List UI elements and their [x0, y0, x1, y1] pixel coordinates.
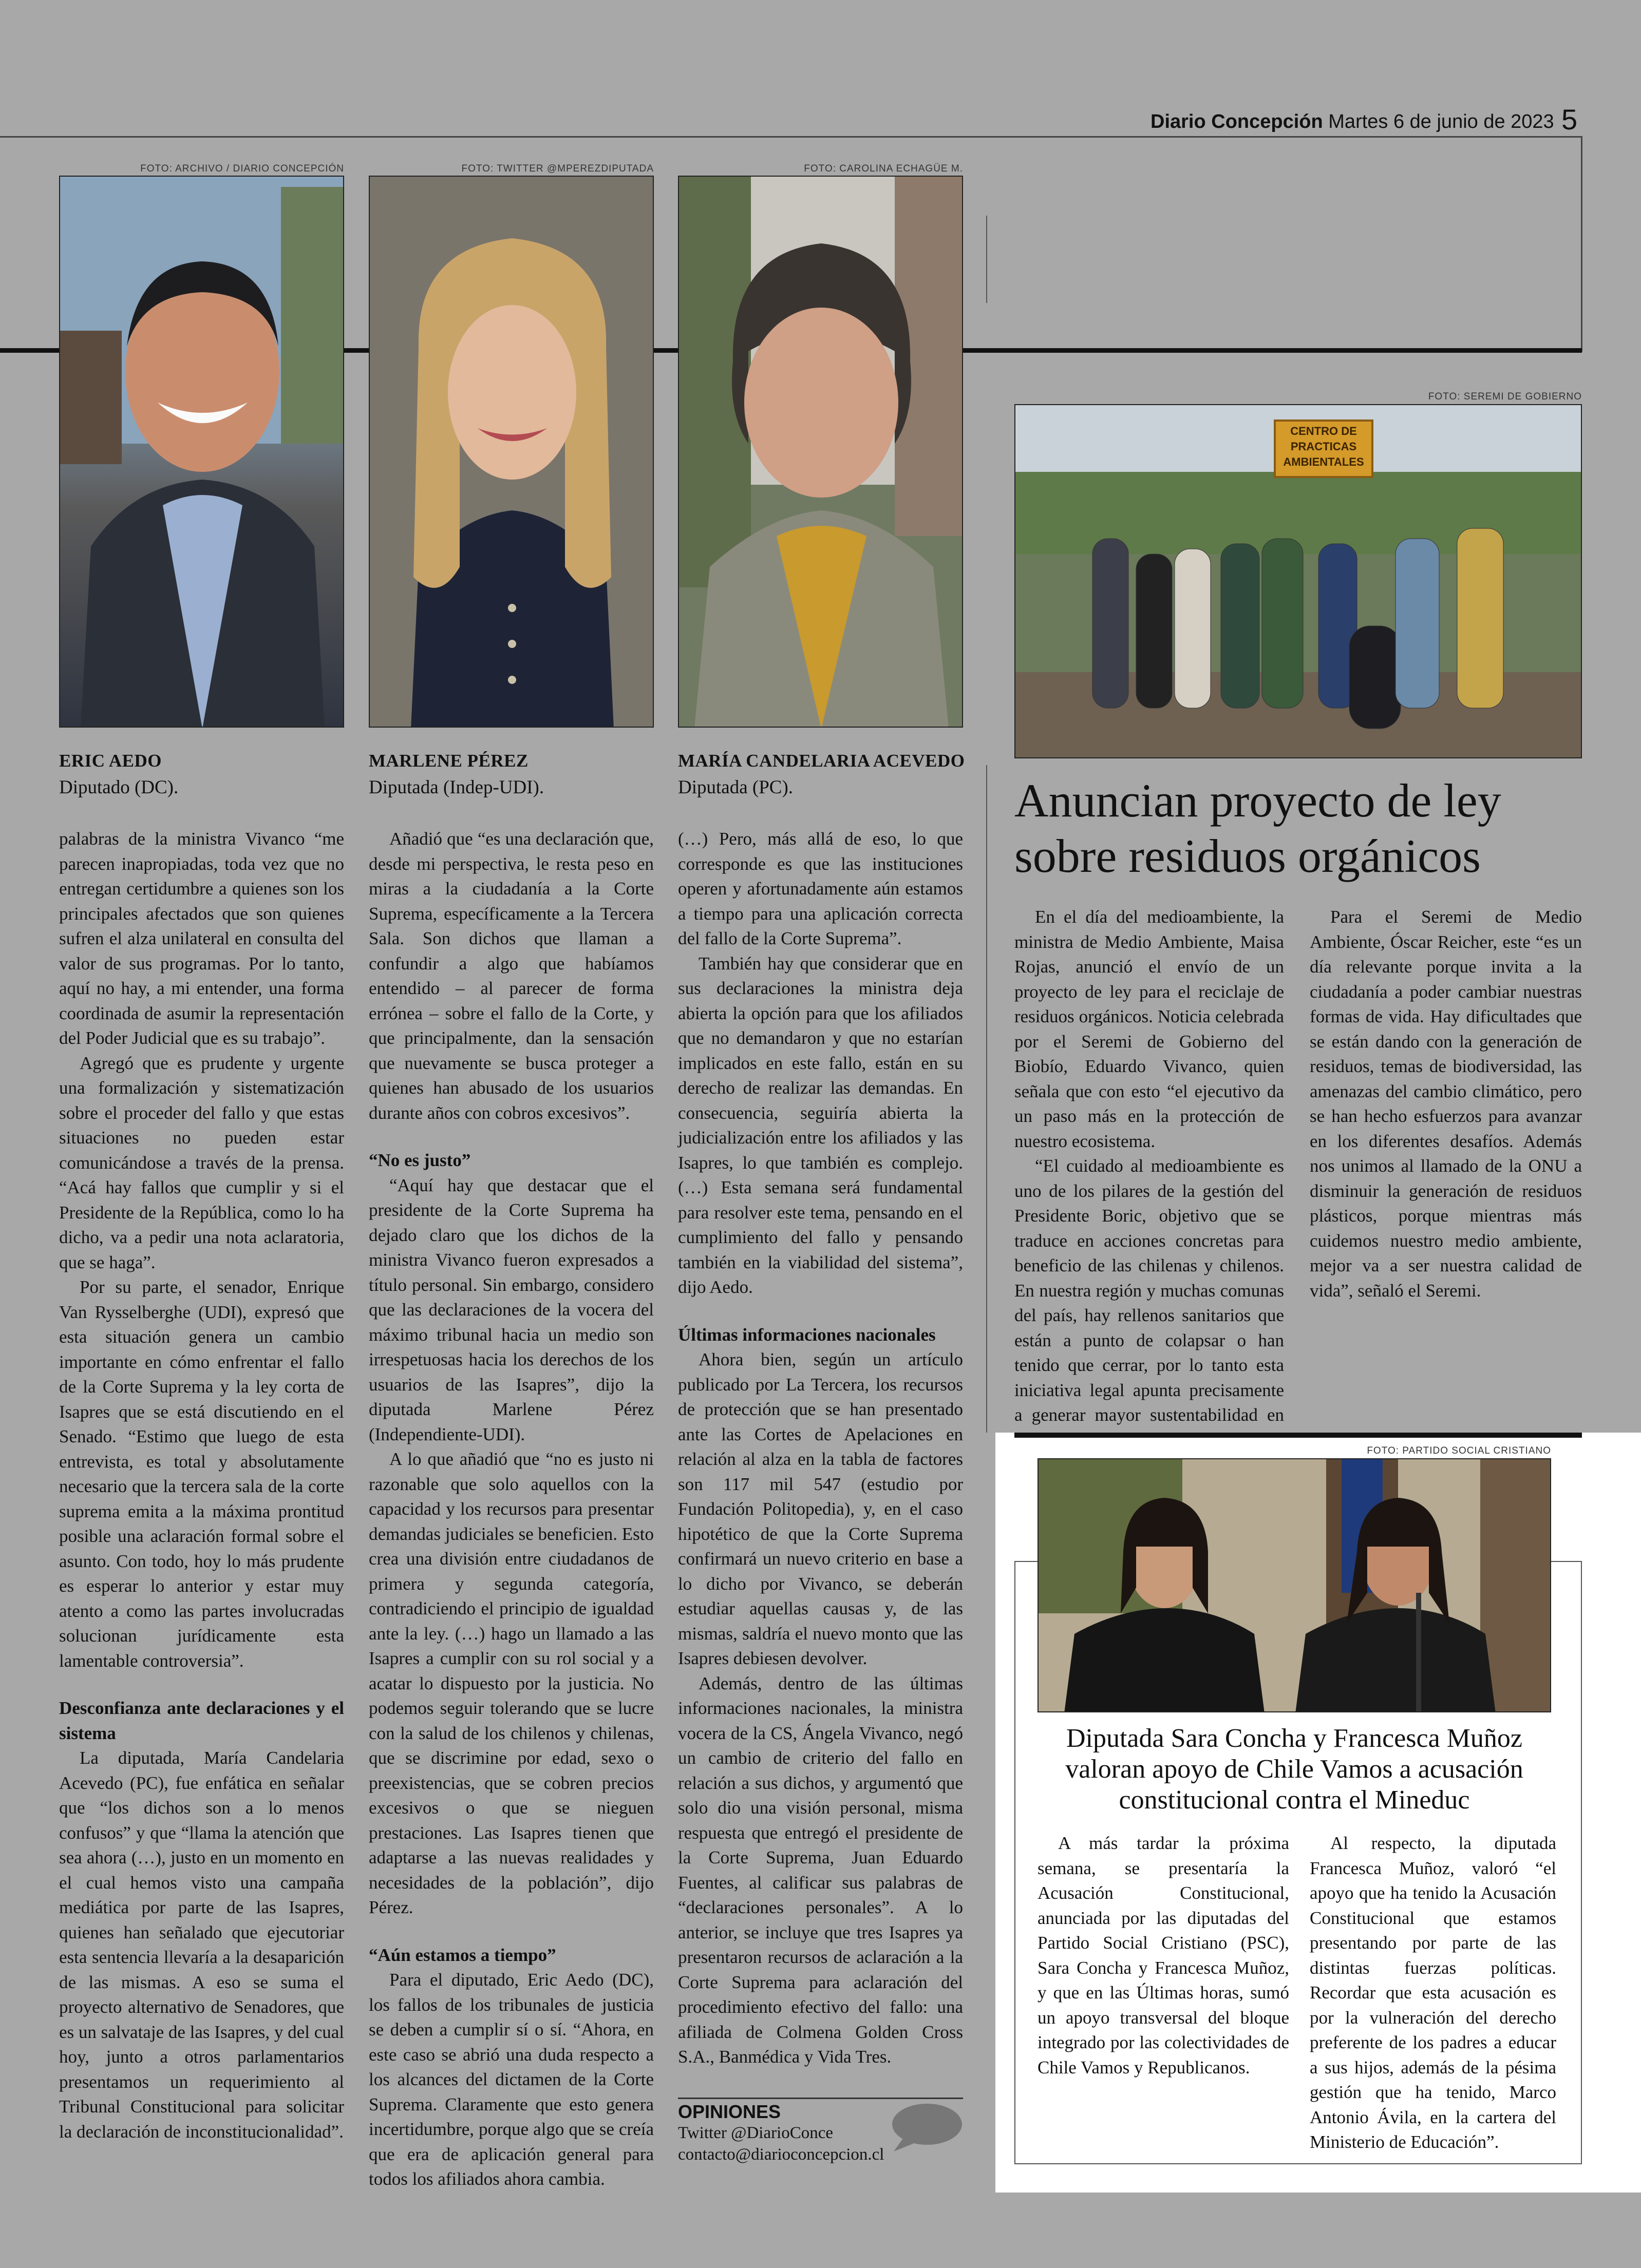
- profile-role-perez: Diputada (Indep-UDI).: [369, 777, 544, 798]
- article2-column-2: [1310, 905, 1582, 1303]
- person-silhouette-icon: [60, 177, 344, 728]
- subheading: “No es justo”: [369, 1150, 471, 1170]
- sign-line: AMBIENTALES: [1283, 455, 1364, 468]
- profile-name-perez: MARLENE PÉREZ: [369, 751, 529, 771]
- sign-line: CENTRO DE: [1290, 425, 1357, 437]
- photo-credit-acevedo: FOTO: CAROLINA ECHAGÜE M.: [804, 163, 963, 174]
- header-rule: [0, 136, 1582, 138]
- opiniones-twitter: Twitter @DiarioConce: [678, 2124, 834, 2142]
- article3-column-2: [1310, 1831, 1556, 2155]
- paragraph: palabras de la ministra Vivanco “me parecen inapropiadas, toda vez que no entregan certidumbre a quienes son los principales afectados que son quienes sufren el alza unilateral en consulta del valor de sus programas. Por lo tanto, aquí no hay, a mi entender, una forma coordinada de asumir la representación del Poder Judicial que es su trabajo”.: [59, 829, 344, 1048]
- headline-acusacion: Diputada Sara Concha y Francesca Muñoz valoran apoyo de Chile Vamos a acusación constitucional contra el Mineduc: [1065, 1724, 1523, 1815]
- article-column-2: [369, 827, 654, 2192]
- subheading: Desconfianza ante declaraciones y el sistema: [59, 1698, 344, 1743]
- photo-credit-psc: FOTO: PARTIDO SOCIAL CRISTIANO: [1367, 1445, 1551, 1456]
- press-conference-photo: [1038, 1458, 1551, 1712]
- brand-name: Diario Concepción: [1150, 111, 1323, 132]
- portrait-eric-aedo: [59, 176, 344, 728]
- sign-line: PRACTICAS: [1290, 440, 1357, 453]
- subheading: “Aún estamos a tiempo”: [369, 1945, 556, 1965]
- article-column-3: [678, 827, 963, 2070]
- article2-column-1: [1014, 905, 1284, 1453]
- press-photo-illustration: [1039, 1459, 1551, 1712]
- paragraph: Por su parte, el senador, Enrique Van Rysselberghe (UDI), expresó que esta situación genera un cambio importante en cómo enfrentar el fallo de la Corte Suprema y la ley corta de Isapres que se está discutiendo en el Senado. “Estimo que luego de esta entrevista, es total y absolutamente necesario que la tercera sala de la corte suprema emita a la máxima prontitud posible una aclaración formal sobre el asunto. Con todo, hoy lo más prudente es esperar lo anterior y estar muy atento a como las partes involucradas solucionan jurídicamente esta lamentable controversia”.: [59, 1277, 344, 1671]
- issue-date: Martes 6 de junio de 2023: [1328, 111, 1554, 132]
- profile-role-acevedo: Diputada (PC).: [678, 777, 794, 798]
- paragraph: “El cuidado al medioambiente es uno de los pilares de la gestión del Presidente Boric, objetivo que se traduce en acciones concretas para beneficio de las chilenas y chilenos. En nuestra región y muchas comunas del país, hay rellenos sanitarios que están a punto de colapsar o han tenido que cerrar, por lo tanto esta iniciativa legal apunta precisamente a generar mayor sustentabilidad en: [1014, 1156, 1284, 1425]
- paragraph: A lo que añadió que “no es justo ni razonable que solo aquellos con la capacidad y los recursos para presentar demandas judiciales se beneficien. Esto crea una división entre ciudadanos de primera y segunda categoría, contradiciendo el principio de igualdad ante la ley. (…) hago un llamado a las Isapres a cumplir con su rol social y a acatar lo dispuesto por la justicia. No podemos seguir tolerando que se lucre con la salud de los chilenos y chilenas, que se discrimine por edad, sexo o preexistencias, que se cobren precios excesivos o que se nieguen prestaciones. Las Isapres tienen que adaptarse a las nuevas realidades y necesidades de la población”, dijo Pérez.: [369, 1449, 654, 1917]
- paragraph: Ahora bien, según un artículo publicado por La Tercera, los recursos de protección que se han presentado ante las Cortes de Apelaciones en relación al alza en la tabla de factores son 117 mil 547 (estudio por Fundación Politopedia), y, en el caso hipotético de que la Corte Suprema confirmará un nuevo criterio en base a lo dicho por Vivanco, se deberán estudiar aquellas causas y, de las mismas, saldría el nuevo monto que las Isapres debiesen devolver.: [678, 1349, 963, 1668]
- profile-role-aedo: Diputado (DC).: [59, 777, 179, 798]
- opiniones-email: contacto@diarioconcepcion.cl: [678, 2145, 884, 2164]
- paragraph: “Aquí hay que destacar que el presidente de la Corte Suprema ha dejado claro que los dichos de la ministra Vivanco fueron expresados a título personal. Sin embargo, considero que las declaraciones de la vocera del máximo tribunal hacia un medio son irrespetuosas hacia los derechos de los usuarios de las Isapres”, dijo la diputada Marlene Pérez (Independiente-UDI).: [369, 1175, 654, 1444]
- portrait-marlene-perez: [369, 176, 654, 728]
- article3-top-rule: [1014, 1433, 1582, 1438]
- page-number: 5: [1561, 103, 1578, 136]
- column-divider: [986, 765, 987, 1433]
- article-column-1: [59, 827, 344, 2144]
- paragraph: Añadió que “es una declaración que, desde mi perspectiva, le resta peso en miras a la ciudadanía a la Corte Suprema, específicamente a la Tercera Sala. Son dichos que llaman a confundir a algo que habíamos entendido – al parecer de forma errónea – sobre el fallo de la Corte, y que principalmente, dan la sensación que nuevamente se busca proteger a quienes han abusado de los usuarios durante años con cobros excesivos”.: [369, 829, 654, 1123]
- masthead-line: [1150, 111, 1554, 133]
- sign-text: [1275, 424, 1372, 470]
- photo-credit-perez: FOTO: TWITTER @MPEREZDIPUTADA: [461, 163, 654, 174]
- paragraph: Al respecto, la diputada Francesca Muñoz, valoró “el apoyo que ha tenido la Acusación Constitucional que estamos presentando por parte de las distintas fuerzas políticas. Recordar que esta acusación es por la vulneración del derecho preferente de los padres a educar a sus hijos, además de la pésima gestión que ha tenido, Marco Antonio Ávila, en la cartera del Ministerio de Educación”.: [1310, 1833, 1556, 2152]
- header-rule-vertical: [1581, 136, 1582, 352]
- page-header: [0, 103, 1641, 139]
- opiniones-rule: [678, 2098, 963, 2099]
- person-silhouette-icon: [370, 177, 654, 728]
- profile-name-acevedo: MARÍA CANDELARIA ACEVEDO: [678, 751, 965, 771]
- paragraph: También hay que considerar que en sus declaraciones la ministra deja abierta la opción para que los afiliados que no demandaron y que no estarían implicados en este fallo, están en su derecho de realizar las demandas. En consecuencia, seguiría abierta la judicialización entre los afiliados y las Isapres, lo que también es complejo. (…) Esta semana será fundamental para resolver este tema, pensando en el cumplimiento del fallo y pensando también en la viabilidad del sistema”, dijo Aedo.: [678, 953, 963, 1297]
- photo-credit-aedo: FOTO: ARCHIVO / DIARIO CONCEPCIÓN: [140, 163, 344, 174]
- paragraph: Agregó que es prudente y urgente una formalización y sistematización sobre el proceder del fallo y que estas situaciones no pueden estar comunicándose a través de la prensa. “Acá hay fallos que cumplir y si el Presidente de la República, como lo ha dicho, va a pedir una nota aclaratoria, que se haga”.: [59, 1053, 344, 1272]
- column-divider-top: [986, 216, 987, 303]
- photo-credit-seremi: FOTO: SEREMI DE GOBIERNO: [1428, 391, 1582, 402]
- paragraph: Para el Seremi de Medio Ambiente, Óscar Reicher, este “es un día relevante porque invita a la ciudadanía a poder cambiar nuestras formas de vida. Hay dificultades que se están dando con la generación de residuos, temas de biodiversidad, las amenazas del cambio climático, pero se han hecho esfuerzos para avanzar en los diferentes desafíos. Además nos unimos al llamado de la ONU a disminuir la generación de residuos plásticos, porque mientras más cuidemos nuestro medio ambiente, mejor va a ser nuestra calidad de vida”, señaló el Seremi.: [1310, 907, 1582, 1301]
- paragraph: Además, dentro de las últimas informaciones nacionales, la ministra vocera de la CS, Ángela Vivanco, negó un cambio de criterio del fallo en relación a sus dichos, y argumentó que solo dio una visión personal, misma respuesta que entregó el presidente de la Corte Suprema, Juan Eduardo Fuentes, al calificar sus palabras de “declaraciones personales”. A lo anterior, se incluye que tres Isapres ya presentaron recursos de aclaración a la Corte Suprema para aclaración del procedimiento efectivo del fallo: una afiliada de Colmena Golden Cross S.A., Banmédica y Vida Tres.: [678, 1673, 963, 2067]
- headline-residuos: Anuncian proyecto de ley sobre residuos orgánicos: [1014, 774, 1501, 882]
- paragraph: (…) Pero, más allá de eso, lo que corresponde es que las instituciones operen y afortunadamente aún estamos a tiempo para una aplicación correcta del fallo de la Corte Suprema”.: [678, 829, 963, 948]
- opiniones-title: OPINIONES: [678, 2101, 781, 2122]
- portrait-maria-candelaria-acevedo: [678, 176, 963, 728]
- paragraph: Para el diputado, Eric Aedo (DC), los fallos de los tribunales de justicia se deben a cumplir sí o sí. “Ahora, en este caso se abrió una duda respecto a los alcances del dictamen de la Corte Suprema. Claramente que esto genera incertidumbre, porque algo que se creía que era de aplicación general para todos los afiliados ahora cambia.: [369, 1970, 654, 2189]
- article3-column-1: [1038, 1831, 1289, 2080]
- person-silhouette-icon: [679, 177, 963, 728]
- subheading: Últimas informaciones nacionales: [678, 1324, 936, 1345]
- paragraph: En el día del medioambiente, la ministra de Medio Ambiente, Maisa Rojas, anunció el envío de un proyecto de ley para el reciclaje de residuos orgánicos. Noticia celebrada por el Seremi de Gobierno del Biobío, Eduardo Vivanco, quien señala que con esto “el ejecutivo da un paso más en la protección de nuestro ecosistema.: [1014, 907, 1284, 1151]
- paragraph: A más tardar la próxima semana, se presentaría la Acusación Constitucional, anunciada por las diputadas del Partido Social Cristiano (PSC), Sara Concha y Francesca Muñoz, y que en las Últimas horas, sumó un apoyo transversal del bloque integrado por las colectividades de Chile Vamos y Republicanos.: [1038, 1833, 1289, 2078]
- profile-name-aedo: ERIC AEDO: [59, 751, 162, 771]
- speech-bubble-icon: [889, 2101, 963, 2152]
- group-photo-centro-practicas: [1014, 404, 1582, 758]
- paragraph: La diputada, María Candelaria Acevedo (PC), fue enfática en señalar que “los dichos son a lo menos confusos” y que “llama la atención que sea ahora (…), justo en un momento en el cual hemos visto una campaña mediática por parte de las Isapres, quienes han señalado que ejecutoriar esta sentencia llevaría a la desaparición de las mismas. A eso se suma el proyecto alternativo de Senadores, que es un salvataje de las Isapres, y del cual hoy, junto a otros parlamentarios presentamos un requerimiento al Tribunal Constitucional para solicitar la declaración de inconstitucionalidad”.: [59, 1748, 344, 2142]
